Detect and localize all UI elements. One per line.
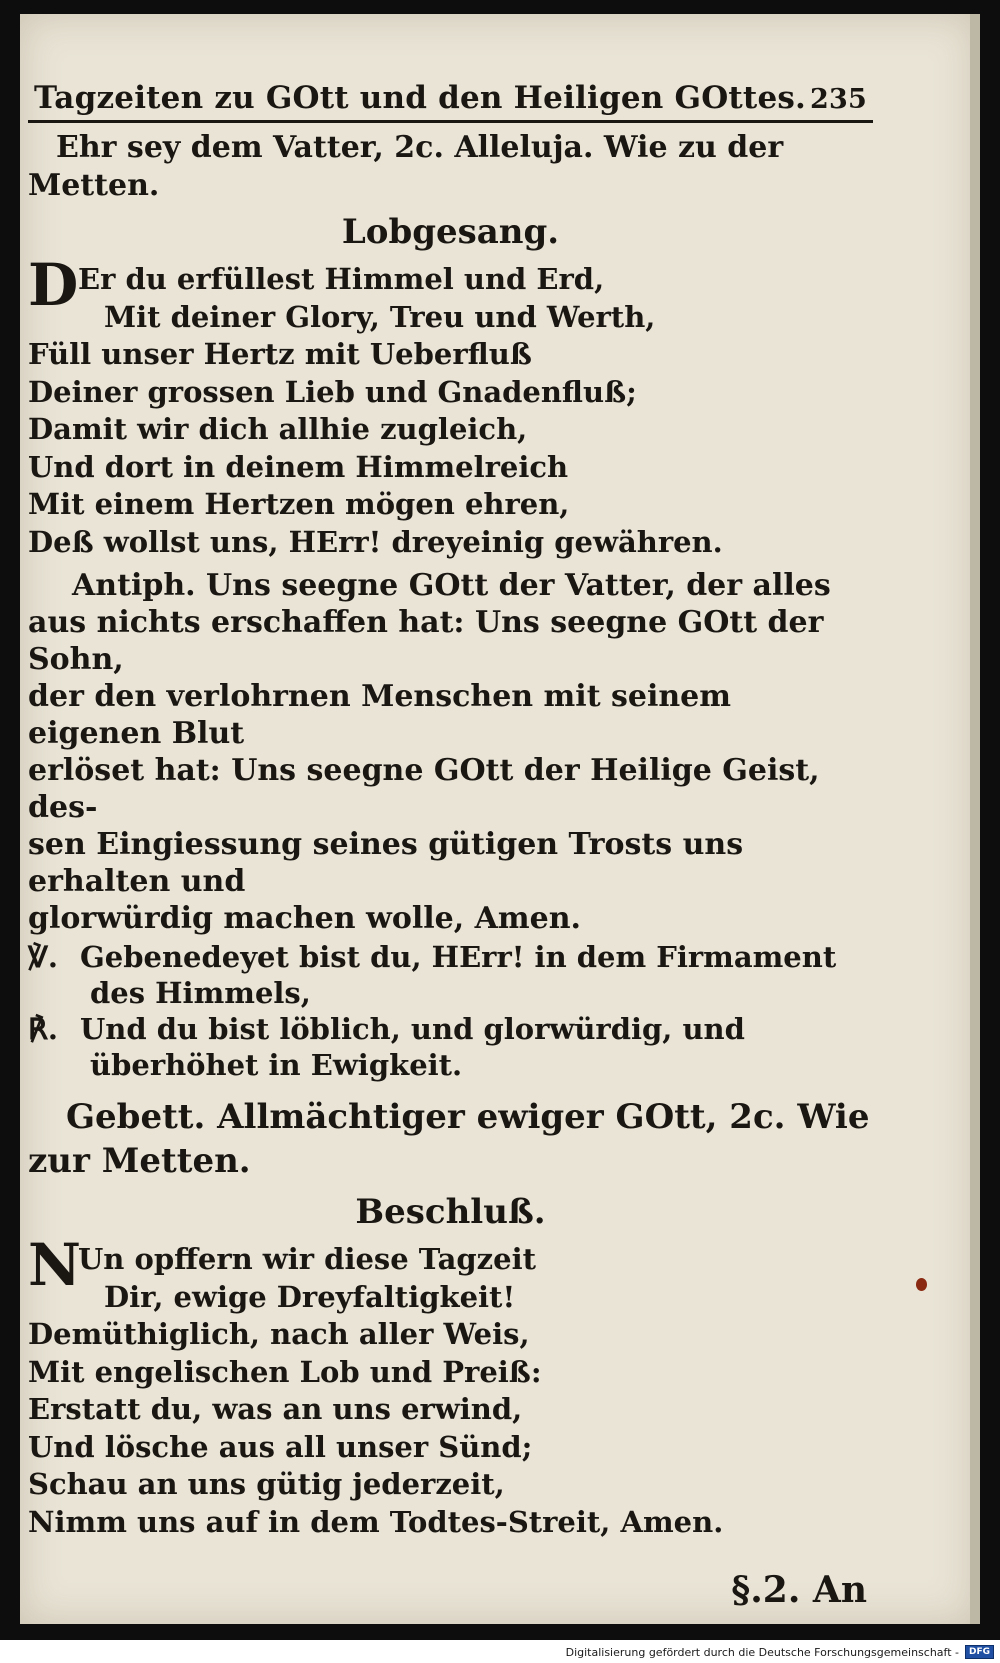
prayer: Gebett. Allmächtiger ewiger GOtt, 2c. Wie zur Metten. [28, 1097, 870, 1181]
verse-line: Mit deiner Glory, Treu und Werth, [104, 299, 656, 334]
response-symbol: ℟. [28, 1012, 58, 1046]
versicle [28, 939, 873, 1011]
ink-stain [916, 1278, 927, 1291]
versicle-text: Gebenedeyet bist du, HErr! in dem Firmament des Himmels, [80, 940, 837, 1010]
antiphon-line: glorwürdig machen wolle, Amen. [28, 901, 581, 936]
verse-line: Damit wir dich allhie zugleich, [28, 412, 528, 446]
hymn-lobgesang [28, 251, 873, 561]
hymn-title: Lobgesang. [341, 212, 560, 252]
verse-line: Deß wollst uns, HErr! dreyeinig gewähren. [28, 524, 723, 559]
versicle-symbol: ℣. [28, 940, 58, 974]
drop-capital: D [28, 251, 79, 319]
running-head-title: Tagzeiten zu GOtt und den Heiligen GOttes. [34, 80, 807, 116]
antiphon-line: erlöset hat: Uns seegne GOtt der Heilige Geist, des- [28, 753, 820, 825]
verse-line: Dir, ewige Dreyfaltigkeit! [104, 1279, 516, 1314]
verse-line: Erstatt du, was an uns erwind, [28, 1392, 523, 1426]
verse-line: Deiner grossen Lieb und Gnadenfluß; [28, 374, 637, 409]
intro-line: Metten. [28, 168, 160, 203]
drop-capital: N [28, 1231, 82, 1299]
verse-line: Mit engelischen Lob und Preiß: [28, 1354, 542, 1389]
page-edge [970, 14, 980, 1624]
verse-line: Schau an uns gütig jederzeit, [28, 1467, 505, 1501]
antiphon-line: aus nichts erschaffen hat: Uns seegne GOtt der Sohn, [28, 605, 824, 677]
catchword: §.2. An [731, 1569, 867, 1611]
verse-line: Er du erfüllest Himmel und Erd, [78, 262, 605, 296]
dfg-logo: DFG [965, 1645, 994, 1659]
verse-line: Un opffern wir diese Tagzeit [78, 1242, 536, 1276]
hymn-beschluss [28, 1231, 873, 1541]
response [28, 1011, 873, 1083]
antiphon-line: Antiph. Uns seegne GOtt der Vatter, der alles [72, 568, 831, 603]
response-text: Und du bist löblich, und glorwürdig, und überhöhet in Ewigkeit. [80, 1012, 745, 1082]
page-number: 235 [810, 84, 867, 115]
credit-text: Digitalisierung gefördert durch die Deutsche Forschungsgemeinschaft - [565, 1645, 959, 1659]
verse-line: Nimm uns auf in dem Todtes-Streit, Amen. [28, 1504, 724, 1539]
intro-text [28, 129, 873, 205]
running-head [28, 80, 873, 123]
digitization-credit [566, 1645, 994, 1659]
verse-line: Demüthiglich, nach aller Weis, [28, 1317, 530, 1351]
verse-line: Mit einem Hertzen mögen ehren, [28, 487, 570, 521]
versicle-response [28, 939, 873, 1083]
hymn-title: Beschluß. [355, 1192, 546, 1232]
page-content [28, 80, 873, 1611]
antiphon-line: sen Eingiessung seines gütigen Trosts uns erhalten und [28, 827, 744, 899]
antiphon-line: der den verlohrnen Menschen mit seinem eigenen Blut [28, 679, 732, 751]
intro-line: Ehr sey dem Vatter, 2c. Alleluja. Wie zu der [56, 130, 784, 165]
antiphon [28, 567, 873, 937]
verse-line: Und lösche aus all unser Sünd; [28, 1429, 533, 1464]
verse-line: Und dort in deinem Himmelreich [28, 449, 569, 484]
verse-line: Füll unser Hertz mit Ueberfluß [28, 337, 532, 371]
